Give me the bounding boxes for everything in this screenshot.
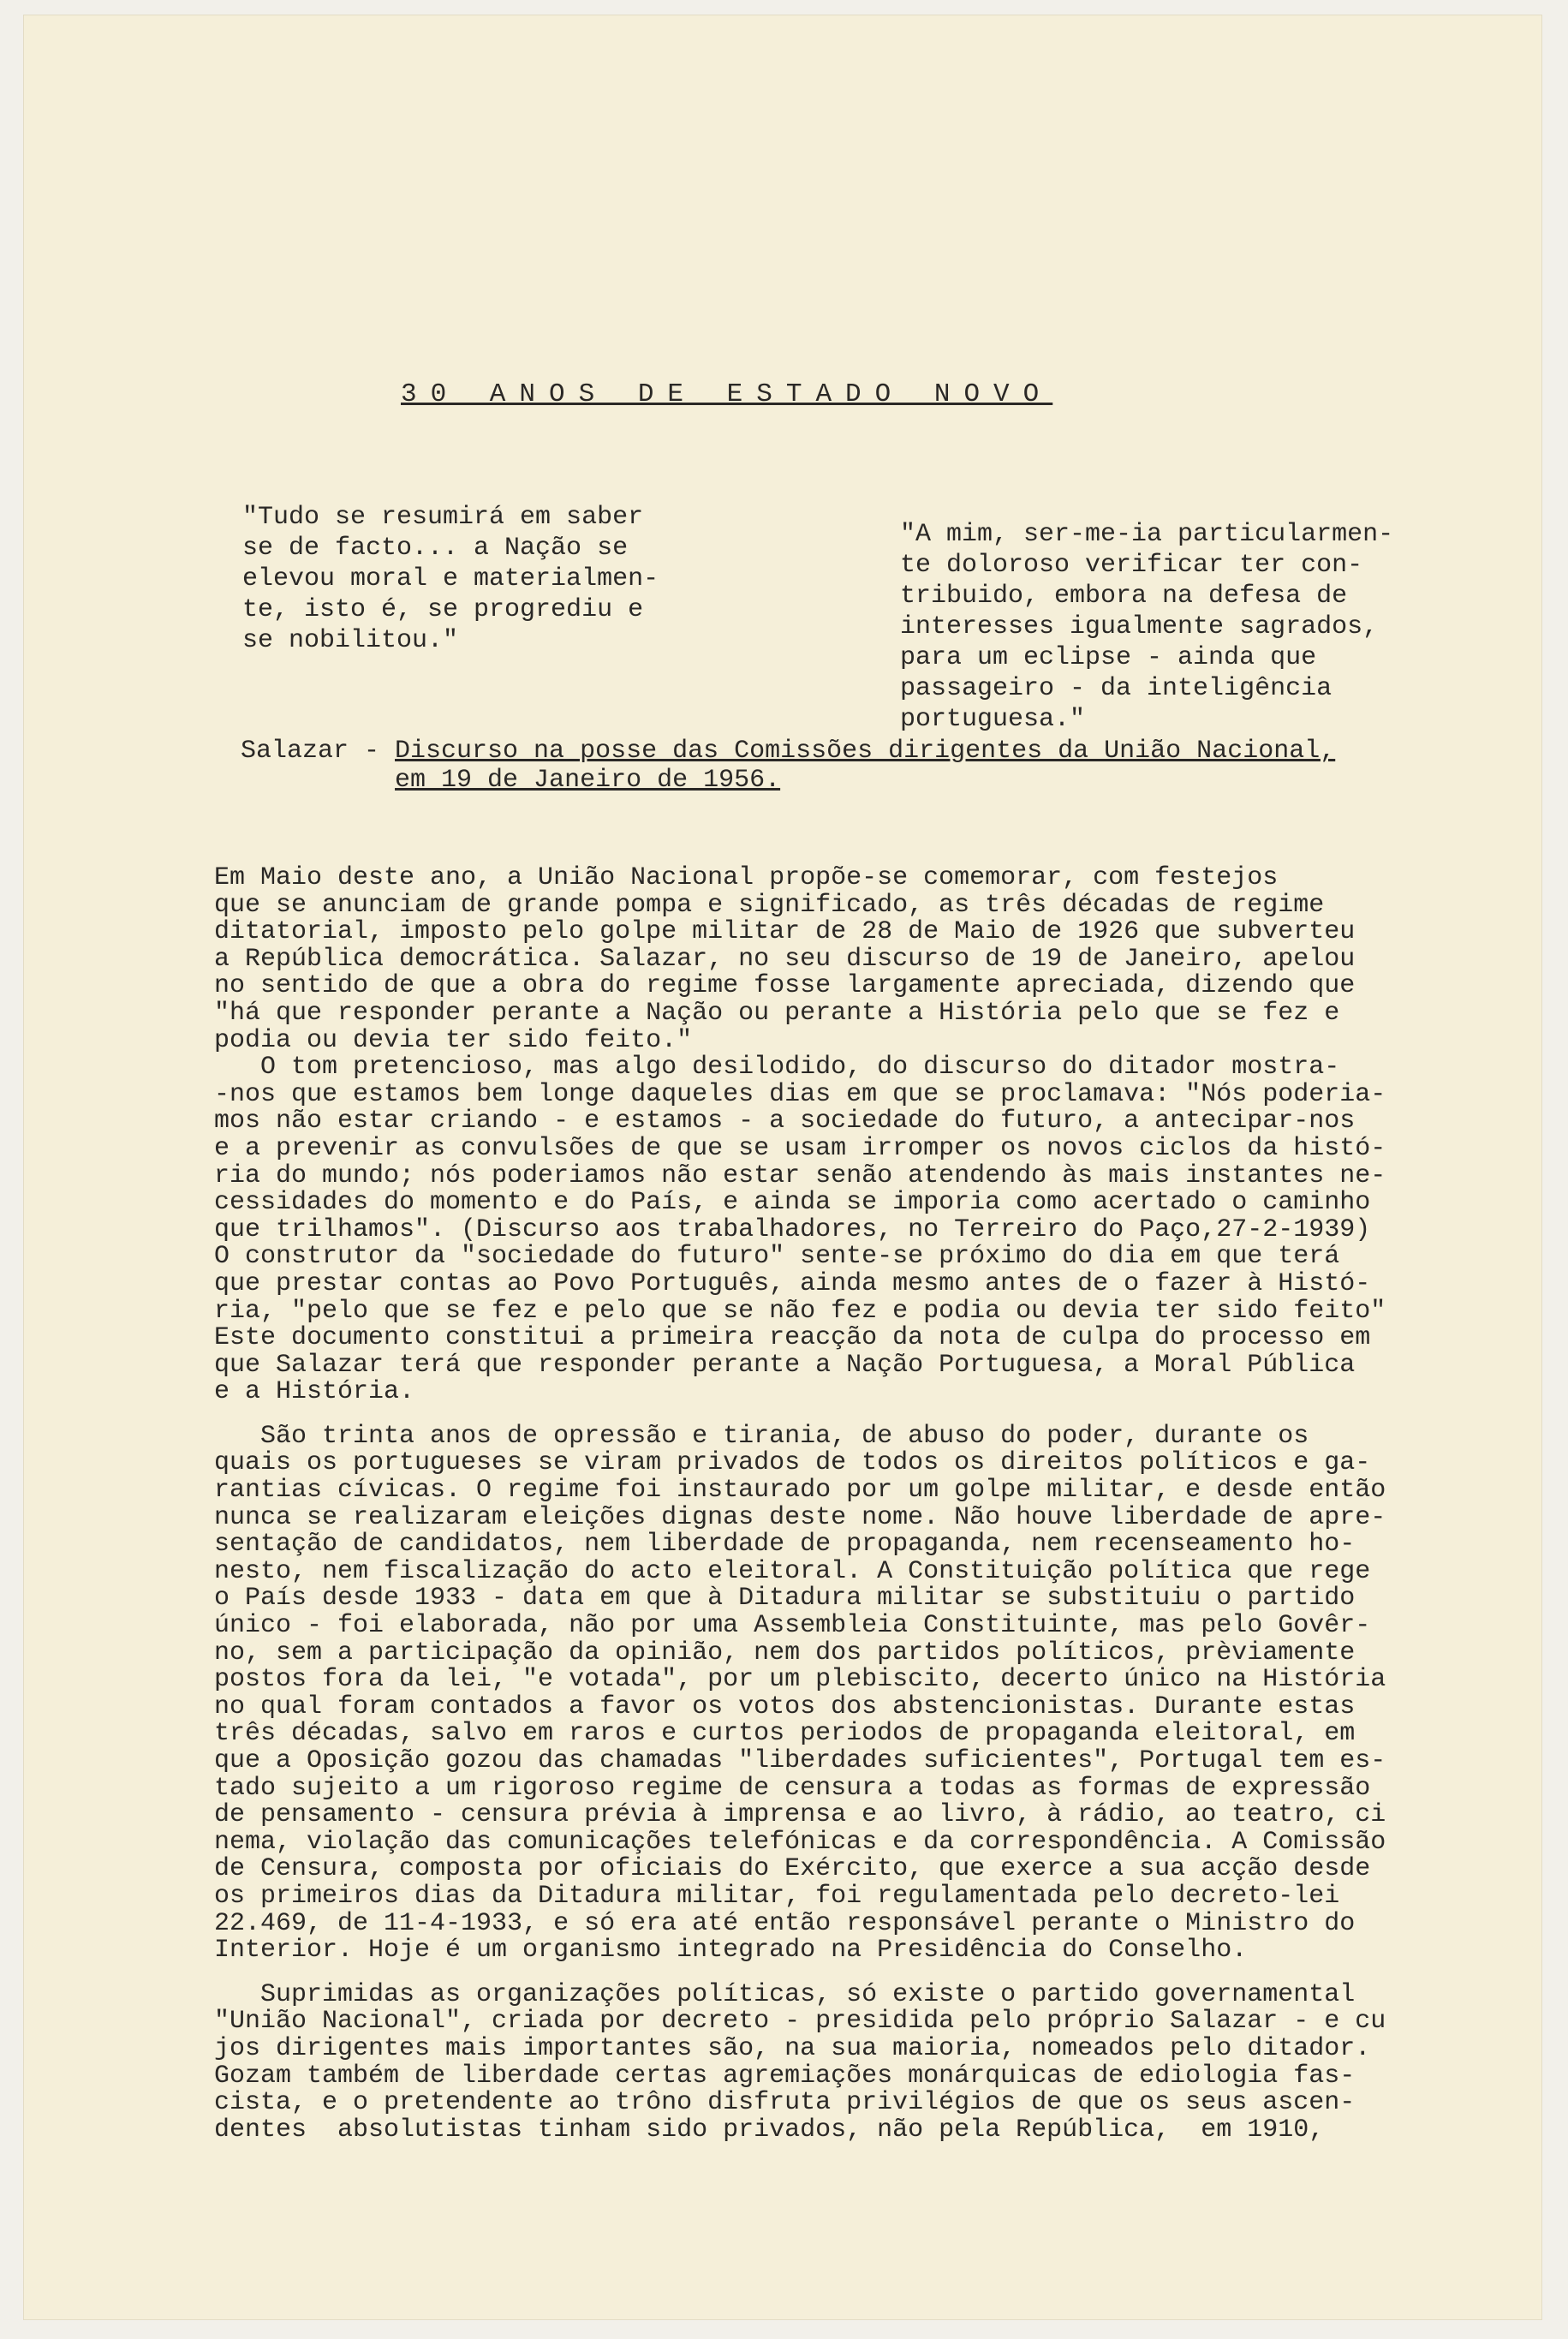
body-text xyxy=(214,865,1447,2144)
epigraph-quote-left: "Tudo se resumirá em saber se de facto... a Nação se elevou moral e materialmen- te, isto é, se progrediu e se nobilitou." xyxy=(242,503,659,655)
attribution-date: em 19 de Janeiro de 1956. xyxy=(395,766,781,795)
paragraph: São trinta anos de opressão e tirania, de abuso do poder, durante os quais os portugueses se viram privados de todos os direitos políticos e ga- rantias cívicas. O regime foi instaurado por um golpe militar, e desde então nunca se realizaram eleições dignas deste nome. Não houve liberdade de apre- sentação de candidatos, nem liberdade de propaganda, nem recenseamento ho- nesto, nem fiscalização do acto eleitoral. A Constituição política que rege o País desde 1933 - data em que à Ditadura militar se substituiu o partido único - foi elaborada, não por uma Assembleia Constituinte, mas pelo Govêr- no, sem a participação da opinião, nem dos partidos políticos, prèviamente postos fora da lei, "e votada", por um plebiscito, decerto único na História no qual foram contados a favor os votos dos abstencionistas. Durante estas três décadas, salvo em raros e curtos periodos de propaganda eleitoral, em que a Oposição gozou das chamadas "liberdades suficientes", Portugal tem es- tado sujeito a um rigoroso regime de censura a todas as formas de expressão de pensamento - censura prévia à imprensa e ao livro, à rádio, ao teatro, ci nema, violação das comunicações telefónicas e da correspondência. A Comissão de Censura, composta por oficiais do Exército, que exerce a sua acção desde os primeiros dias da Ditadura militar, foi regulamentada pelo decreto-lei 22.469, de 11-4-1933, e só era até então responsável perante o Ministro do Interior. Hoje é um organismo integrado na Presidência do Conselho. xyxy=(214,1421,1386,1966)
paragraph: O tom pretencioso, mas algo desilodido, do discurso do ditador mostra- -nos que estamos bem longe daqueles dias em que se proclamava: "Nós poderia- mos não estar criando - e estamos - a sociedade do futuro, a antecipar-nos e a prevenir as convulsões de que se usam irromper os novos ciclos da histó- ria do mundo; nós poderiamos não estar senão atendendo às mais instantes ne- cessidades do momento e do País, e ainda se imporia como acertado o caminho que trilhamos". (Discurso aos trabalhadores, no Terreiro do Paço,27-2-1939) O construtor da "sociedade do futuro" sente-se próximo do dia em que terá que prestar contas ao Povo Português, ainda mesmo antes de o fazer à Histó- ria, "pelo que se fez e pelo que se não fez e podia ou devia ter sido feito" Este documento constitui a primeira reacção da nota de culpa do processo em que Salazar terá que responder perante a Nação Portuguesa, a Moral Pública e a História. xyxy=(214,1053,1386,1407)
paragraph: Em Maio deste ano, a União Nacional propõe-se comemorar, com festejos que se anunciam de grande pompa e significado, as três décadas de regime ditatorial, imposto pelo golpe militar de 28 de Maio de 1926 que subverteu a República democrática. Salazar, no seu discurso de 19 de Janeiro, apelou no sentido de que a obra do regime fosse largamente apreciada, dizendo que "há que responder perante a Nação ou perante a História pelo que se fez e podia ou devia ter sido feito." xyxy=(214,863,1356,1055)
attribution-source: Discurso na posse das Comissões dirigentes da União Nacional, xyxy=(395,737,1336,766)
typewritten-page xyxy=(24,15,1541,2319)
quote-attribution xyxy=(241,737,1335,795)
document-title: 30 ANOS DE ESTADO NOVO xyxy=(401,379,1053,409)
attribution-speaker: Salazar - xyxy=(241,737,396,766)
paragraph: Suprimidas as organizações políticas, só existe o partido governamental "União Nacional", criada por decreto - presidida pelo próprio Salazar - e cu jos dirigentes mais importantes são, na sua maioria, nomeados pelo ditador. Gozam também de liberdade certas agremiações monárquicas de ediologia fas- cista, e o pretendente ao trôno disfruta privilégios de que os seus ascen- dentes absolutistas tinham sido privados, não pela República, em 1910, xyxy=(214,1979,1386,2145)
epigraph-quote-right: "A mim, ser-me-ia particularmen- te doloroso verificar ter con- tribuido, embora na defesa de interesses igualmente sagrados, para um eclipse - ainda que passageiro - da inteligência portuguesa." xyxy=(900,520,1394,734)
